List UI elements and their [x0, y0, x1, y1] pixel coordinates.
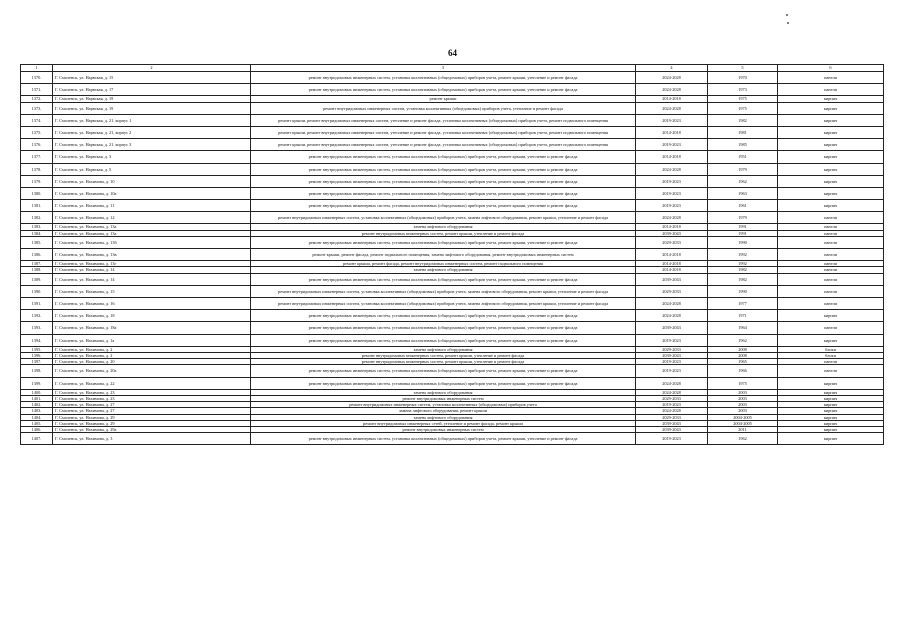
row-material: панели	[778, 267, 884, 273]
housing-repair-table	[20, 64, 884, 445]
row-number: 1370.	[21, 72, 53, 84]
row-address: Г. Смоленск, ул. Нахимова, д. 18а	[53, 322, 251, 334]
row-year: 1982	[708, 114, 778, 126]
row-period: 2019-2023	[636, 187, 708, 199]
row-year: 1963	[708, 187, 778, 199]
row-material: кирпич	[778, 389, 884, 395]
row-works: ремонт крыши, ремонт фасада, ремонт внутридомовых инженерных систем, ремонт подвального помещения	[251, 261, 636, 267]
row-number: 1378.	[21, 163, 53, 175]
row-material: кирпич	[778, 96, 884, 102]
row-year: 1961	[708, 200, 778, 212]
row-material: кирпич	[778, 420, 884, 426]
row-works: ремонт внутридомовых инженерных сетей, утепление и ремонт фасада, ремонт крыши	[251, 420, 636, 426]
row-number: 1397.	[21, 359, 53, 365]
row-address: Г. Смоленск, ул. Нахимова, д. 23	[53, 395, 251, 401]
row-period: 2014-2018	[636, 249, 708, 261]
row-number: 1395.	[21, 346, 53, 352]
row-address: Г. Смоленск, ул. Нахимова, д. 13а	[53, 230, 251, 236]
row-year: 1962	[708, 175, 778, 187]
row-address: Г. Смоленск, ул. Нарвская, д. 19	[53, 96, 251, 102]
row-number: 1374.	[21, 114, 53, 126]
row-material: кирпич	[778, 102, 884, 114]
row-works: ремонт внутридомовых инженерных систем, установка коллективных (общедомовых) приборов учета, замена лифтового оборудования, ремонт крыши, утепление и ремонт фасада	[251, 298, 636, 310]
row-material: кирпич	[778, 139, 884, 151]
row-address: Г. Смоленск, ул. Нахимова, д. 14	[53, 273, 251, 285]
row-period: 2039-2043	[636, 426, 708, 432]
row-year: 1990	[708, 236, 778, 248]
row-period: 2019-2023	[636, 200, 708, 212]
row-address: Г. Смоленск, ул. Нарвская, д. 3	[53, 151, 251, 163]
row-material: кирпич	[778, 377, 884, 389]
row-period: 2039-2043	[636, 352, 708, 358]
row-period: 2014-2018	[636, 224, 708, 230]
row-number: 1377.	[21, 151, 53, 163]
row-address: Г. Смоленск, ул. Нахимова, д. 13б	[53, 236, 251, 248]
row-works: ремонт внутридомовых инженерных систем, установка коллективных (общедомовых) приборов учета, замена лифтового оборудования, ремонт крыши, утепление и ремонт фасада	[251, 285, 636, 297]
row-number: 1376.	[21, 139, 53, 151]
row-address: Г. Смоленск, ул. Нахимова, д. 10	[53, 175, 251, 187]
row-address: Г. Смоленск, ул. Нахимова, д. 13в	[53, 249, 251, 261]
row-period: 2019-2023	[636, 359, 708, 365]
row-address: Г. Смоленск, ул. Нахимова, д. 13г	[53, 261, 251, 267]
row-works: замена лифтового оборудования	[251, 389, 636, 395]
row-period: 2014-2018	[636, 261, 708, 267]
header-col-2: 2	[53, 65, 251, 72]
row-period: 2019-2023	[636, 114, 708, 126]
row-period: 2019-2023	[636, 433, 708, 445]
row-period: 2039-2043	[636, 322, 708, 334]
row-works: замена лифтового оборудования	[251, 346, 636, 352]
row-works: ремонт крыши, ремонт фасада, ремонт подвального помещения, замена лифтового оборудования, ремонт внутридомовых инженерных систем	[251, 249, 636, 261]
row-number: 1385.	[21, 236, 53, 248]
row-material: кирпич	[778, 433, 884, 445]
row-period: 2019-2023	[636, 402, 708, 408]
row-year: 1975	[708, 377, 778, 389]
row-year: 2004-2005	[708, 414, 778, 420]
row-address: Г. Смоленск, ул. Нахимова, д. 11	[53, 200, 251, 212]
row-year: 1991	[708, 224, 778, 230]
row-period: 2029-2033	[636, 414, 708, 420]
header-col-6: 6	[778, 65, 884, 72]
row-period: 2019-2023	[636, 334, 708, 346]
row-period: 2024-2028	[636, 72, 708, 84]
table-row	[21, 365, 884, 377]
row-year: 2003	[708, 395, 778, 401]
table-row	[21, 139, 884, 151]
row-year: 2008	[708, 352, 778, 358]
header-col-4: 4	[636, 65, 708, 72]
row-year: 1982	[708, 273, 778, 285]
row-year: 1979	[708, 212, 778, 224]
row-number: 1390.	[21, 285, 53, 297]
row-address: Г. Смоленск, ул. Нахимова, д. 16	[53, 298, 251, 310]
row-works: ремонт внутридомовых инженерных систем, установка коллективных (общедомовых) приборов учета, ремонт крыши, утепление и ремонт фасада	[251, 334, 636, 346]
scan-speck	[787, 22, 789, 24]
table-row	[21, 163, 884, 175]
row-works: ремонт внутридомовых инженерных систем, установка коллективных (общедомовых) приборов учета, ремонт крыши, утепление и ремонт фасада	[251, 163, 636, 175]
row-address: Г. Смоленск, ул. Нахимова, д. 2	[53, 346, 251, 352]
row-period: 2029-2033	[636, 285, 708, 297]
row-period: 2024-2028	[636, 163, 708, 175]
row-period: 2024-2028	[636, 102, 708, 114]
row-year: 1981	[708, 126, 778, 138]
row-material: кирпич	[778, 426, 884, 432]
table-row	[21, 377, 884, 389]
row-material: кирпич	[778, 200, 884, 212]
page-number: 64	[448, 48, 457, 58]
table-row	[21, 285, 884, 297]
row-number: 1382.	[21, 212, 53, 224]
row-works: ремонт внутридомовых инженерных систем, установка коллективных (общедомовых) приборов учета, утепление и ремонт фасада	[251, 102, 636, 114]
row-period: 2024-2028	[636, 310, 708, 322]
row-material: кирпич	[778, 402, 884, 408]
row-works: ремонт внутридомовых инженерных систем, установка коллективных (общедомовых) приборов учета, замена лифтового оборудования, ремонт крыши, утепление и ремонт фасада	[251, 212, 636, 224]
row-number: 1379.	[21, 175, 53, 187]
row-works: ремонт внутридомовых инженерных систем, установка коллективных (общедомовых) приборов учета, ремонт крыши, утепление и ремонт фасада	[251, 365, 636, 377]
row-address: Г. Смоленск, ул. Нахимова, д. 18	[53, 310, 251, 322]
row-number: 1383.	[21, 224, 53, 230]
row-period: 2014-2018	[636, 267, 708, 273]
row-address: Г. Смоленск, ул. Нахимова, д. 20	[53, 359, 251, 365]
row-material: кирпич	[778, 408, 884, 414]
table-row	[21, 236, 884, 248]
row-works: ремонт внутридомовых инженерных систем, установка коллективных (общедомовых) приборов учета, ремонт крыши, утепление и ремонт фасада	[251, 187, 636, 199]
row-works: ремонт внутридомовых инженерных систем, ремонт крыши, утепление и ремонт фасада	[251, 230, 636, 236]
row-period: 2014-2018	[636, 151, 708, 163]
row-works: замена лифтового оборудования, ремонт крыши	[251, 408, 636, 414]
row-number: 1405.	[21, 420, 53, 426]
table-row	[21, 175, 884, 187]
row-works: ремонт внутридомовых инженерных систем, установка коллективных (общедомовых) приборов учета, ремонт крыши, утепление и ремонт фасада	[251, 310, 636, 322]
table-row	[21, 200, 884, 212]
row-material: кирпич	[778, 414, 884, 420]
table-row	[21, 322, 884, 334]
row-year: 1965	[708, 359, 778, 365]
header-col-3: 3	[251, 65, 636, 72]
row-period: 2039-2043	[636, 420, 708, 426]
row-material: панели	[778, 261, 884, 267]
row-works: ремонт внутридомовых инженерных систем	[251, 426, 636, 432]
row-material: кирпич	[778, 151, 884, 163]
row-year: 1971	[708, 310, 778, 322]
row-year: 1962	[708, 433, 778, 445]
row-material: панели	[778, 285, 884, 297]
row-address: Г. Смоленск, ул. Нахимова, д. 22	[53, 377, 251, 389]
table-row	[21, 334, 884, 346]
row-number: 1375.	[21, 126, 53, 138]
row-address: Г. Смоленск, ул. Нахимова, д. 10а	[53, 187, 251, 199]
row-material: панели	[778, 224, 884, 230]
row-year: 1977	[708, 298, 778, 310]
row-address: Г. Смоленск, ул. Нахимова, д. 27	[53, 402, 251, 408]
row-address: Г. Смоленск, ул. Нахимова, д. 13а	[53, 224, 251, 230]
row-period: 2024-2028	[636, 298, 708, 310]
row-number: 1387.	[21, 261, 53, 267]
table-row	[21, 114, 884, 126]
row-period: 2019-2023	[636, 139, 708, 151]
table-row	[21, 298, 884, 310]
row-material: кирпич	[778, 175, 884, 187]
row-period: 2019-2023	[636, 175, 708, 187]
row-year: 1975	[708, 96, 778, 102]
row-material: кирпич	[778, 395, 884, 401]
row-address: Г. Смоленск, ул. Нарвская, д. 15	[53, 72, 251, 84]
table-row	[21, 187, 884, 199]
row-material: панели	[778, 212, 884, 224]
row-year: 1962	[708, 334, 778, 346]
row-period: 2029-2033	[636, 395, 708, 401]
table-row	[21, 433, 884, 445]
row-period: 2024-2028	[636, 408, 708, 414]
row-year: 2003	[708, 389, 778, 395]
row-material: панели	[778, 249, 884, 261]
row-address: Г. Смоленск, ул. Нахимова, д. 23	[53, 389, 251, 395]
row-year: 1985	[708, 139, 778, 151]
row-number: 1384.	[21, 230, 53, 236]
row-year: 2011	[708, 426, 778, 432]
row-address: Г. Смоленск, ул. Нахимова, д. 1а	[53, 334, 251, 346]
row-works: ремонт внутридомовых инженерных систем, установка коллективных (общедомовых) приборов учета, ремонт крыши, утепление и ремонт фасада	[251, 175, 636, 187]
row-works: замена лифтового оборудования	[251, 224, 636, 230]
table-header-row	[21, 65, 884, 72]
row-works: ремонт крыши, ремонт внутридомовых инженерных систем, утепление и ремонт фасада, установка коллективных (общедомовых) приборов учета, ремонт подвального помещения	[251, 114, 636, 126]
row-address: Г. Смоленск, ул. Нарвская, д. 17	[53, 84, 251, 96]
row-year: 1970	[708, 72, 778, 84]
row-address: Г. Смоленск, ул. Нахимова, д. 2	[53, 352, 251, 358]
row-works: ремонт внутридомовых инженерных систем, установка коллективных (общедомовых) приборов учета, ремонт крыши, утепление и ремонт фасада	[251, 377, 636, 389]
row-year: 1951	[708, 151, 778, 163]
row-material: панели	[778, 273, 884, 285]
row-period: 2039-2043	[636, 230, 708, 236]
row-period: 2039-2043	[636, 273, 708, 285]
row-material: панели	[778, 72, 884, 84]
row-material: панели	[778, 236, 884, 248]
row-year: 1975	[708, 102, 778, 114]
row-period: 2014-2018	[636, 96, 708, 102]
table-row	[21, 273, 884, 285]
row-number: 1401.	[21, 395, 53, 401]
row-address: Г. Смоленск, ул. Нахимова, д. 29	[53, 420, 251, 426]
row-material: кирпич	[778, 334, 884, 346]
table-body	[21, 72, 884, 445]
row-year: 2003	[708, 408, 778, 414]
row-year: 2004-2005	[708, 420, 778, 426]
row-number: 1391.	[21, 298, 53, 310]
row-material: кирпич	[778, 187, 884, 199]
row-works: ремонт крыши	[251, 96, 636, 102]
row-material: панели	[778, 359, 884, 365]
table-row	[21, 102, 884, 114]
header-col-5: 5	[708, 65, 778, 72]
row-number: 1392.	[21, 310, 53, 322]
row-material: панели	[778, 365, 884, 377]
row-address: Г. Смоленск, ул. Нахимова, д. 29а	[53, 426, 251, 432]
row-works: ремонт внутридомовых инженерных систем, установка коллективных (общедомовых) приборов учета, ремонт крыши, утепление и ремонт фасада	[251, 273, 636, 285]
row-material: панели	[778, 298, 884, 310]
row-works: ремонт внутридомовых инженерных систем, ремонт крыши, утепление и ремонт фасада	[251, 359, 636, 365]
row-year: 1964	[708, 322, 778, 334]
row-number: 1372.	[21, 96, 53, 102]
row-number: 1373.	[21, 102, 53, 114]
row-material: кирпич	[778, 126, 884, 138]
row-material: панели	[778, 84, 884, 96]
row-works: ремонт внутридомовых инженерных систем, ремонт крыши, утепление и ремонт фасада	[251, 352, 636, 358]
row-material: кирпич	[778, 310, 884, 322]
row-works: замена лифтового оборудования	[251, 267, 636, 273]
row-period: 2014-2018	[636, 126, 708, 138]
table-row	[21, 249, 884, 261]
row-material: кирпич	[778, 114, 884, 126]
row-number: 1400.	[21, 389, 53, 395]
row-number: 1394.	[21, 334, 53, 346]
row-address: Г. Смоленск, ул. Нарвская, д. 19	[53, 102, 251, 114]
row-number: 1399.	[21, 377, 53, 389]
row-number: 1371.	[21, 84, 53, 96]
row-works: ремонт внутридомовых инженерных систем, установка коллективных (общедомовых) приборов учета, ремонт крыши, утепление и ремонт фасада	[251, 151, 636, 163]
row-year: 1991	[708, 230, 778, 236]
row-period: 2024-2028	[636, 377, 708, 389]
row-period: 2029-2033	[636, 346, 708, 352]
row-address: Г. Смоленск, ул. Нарвская, д. 21, корпус 2	[53, 126, 251, 138]
row-works: ремонт внутридомовых инженерных систем, установка коллективных (общедомовых) приборов учета, ремонт крыши, утепление и ремонт фасада	[251, 236, 636, 248]
header-col-1: 1	[21, 65, 53, 72]
row-period: 2029-2033	[636, 236, 708, 248]
row-year: 1982	[708, 267, 778, 273]
row-works: ремонт крыши, ремонт внутридомовых инженерных систем, утепление и ремонт фасада, установка коллективных (общедомовых) приборов учета, ремонт подвального помещения	[251, 139, 636, 151]
row-year: 1992	[708, 261, 778, 267]
row-period: 2024-2028	[636, 212, 708, 224]
row-works: ремонт внутридомовых инженерных систем	[251, 395, 636, 401]
row-number: 1406.	[21, 426, 53, 432]
row-period: 2024-2028	[636, 389, 708, 395]
row-number: 1407.	[21, 433, 53, 445]
row-year: 1966	[708, 365, 778, 377]
row-number: 1403.	[21, 408, 53, 414]
row-material: блоки	[778, 346, 884, 352]
row-works: ремонт внутридомовых инженерных систем, установка коллективных (общедомовых) приборов учета, ремонт крыши, утепление и ремонт фасада	[251, 322, 636, 334]
row-address: Г. Смоленск, ул. Нарвская, д. 21, корпус 3	[53, 139, 251, 151]
row-number: 1398.	[21, 365, 53, 377]
row-address: Г. Смоленск, ул. Нахимова, д. 12	[53, 212, 251, 224]
row-period: 2024-2028	[636, 84, 708, 96]
table-row	[21, 84, 884, 96]
row-year: 1990	[708, 285, 778, 297]
row-number: 1380.	[21, 187, 53, 199]
row-number: 1389.	[21, 273, 53, 285]
row-address: Г. Смоленск, ул. Нахимова, д. 20а	[53, 365, 251, 377]
row-number: 1404.	[21, 414, 53, 420]
row-works: ремонт внутридомовых инженерных систем, установка коллективных (общедомовых) приборов учета, ремонт крыши, утепление и ремонт фасада	[251, 84, 636, 96]
row-address: Г. Смоленск, ул. Нахимова, д. 3	[53, 433, 251, 445]
row-works: ремонт внутридомовых инженерных систем, установка коллективных (общедомовых) приборов учета	[251, 402, 636, 408]
row-address: Г. Смоленск, ул. Нахимова, д. 29	[53, 414, 251, 420]
row-number: 1386.	[21, 249, 53, 261]
row-year: 2008	[708, 346, 778, 352]
table-row	[21, 212, 884, 224]
row-number: 1388.	[21, 267, 53, 273]
row-year: 2003	[708, 402, 778, 408]
table-row	[21, 72, 884, 84]
row-address: Г. Смоленск, ул. Нарвская, д. 21, корпус 1	[53, 114, 251, 126]
row-works: ремонт внутридомовых инженерных систем, установка коллективных (общедомовых) приборов учета, ремонт крыши, утепление и ремонт фасада	[251, 433, 636, 445]
row-year: 1992	[708, 249, 778, 261]
row-works: замена лифтового оборудования	[251, 414, 636, 420]
row-works: ремонт внутридомовых инженерных систем, установка коллективных (общедомовых) приборов учета, ремонт крыши, утепление и ремонт фасада	[251, 72, 636, 84]
table-row	[21, 151, 884, 163]
row-material: блоки	[778, 352, 884, 358]
table-row	[21, 126, 884, 138]
row-address: Г. Смоленск, ул. Нахимова, д. 14	[53, 267, 251, 273]
row-material: кирпич	[778, 163, 884, 175]
row-material: панели	[778, 322, 884, 334]
row-address: Г. Смоленск, ул. Нахимова, д. 27	[53, 408, 251, 414]
row-year: 1979	[708, 163, 778, 175]
row-number: 1393.	[21, 322, 53, 334]
row-year: 1973	[708, 84, 778, 96]
row-works: ремонт внутридомовых инженерных систем, установка коллективных (общедомовых) приборов учета, ремонт крыши, утепление и ремонт фасада	[251, 200, 636, 212]
scan-speck	[786, 14, 788, 16]
row-period: 2019-2023	[636, 365, 708, 377]
row-address: Г. Смоленск, ул. Нахимова, д. 15	[53, 285, 251, 297]
row-number: 1381.	[21, 200, 53, 212]
row-material: панели	[778, 230, 884, 236]
row-works: ремонт крыши, ремонт внутридомовых инженерных систем, утепление и ремонт фасада, установка коллективных (общедомовых) приборов учета, ремонт подвального помещения	[251, 126, 636, 138]
row-address: Г. Смоленск, ул. Нарвская, д. 5	[53, 163, 251, 175]
row-number: 1396.	[21, 352, 53, 358]
table-row	[21, 310, 884, 322]
row-number: 1402.	[21, 402, 53, 408]
